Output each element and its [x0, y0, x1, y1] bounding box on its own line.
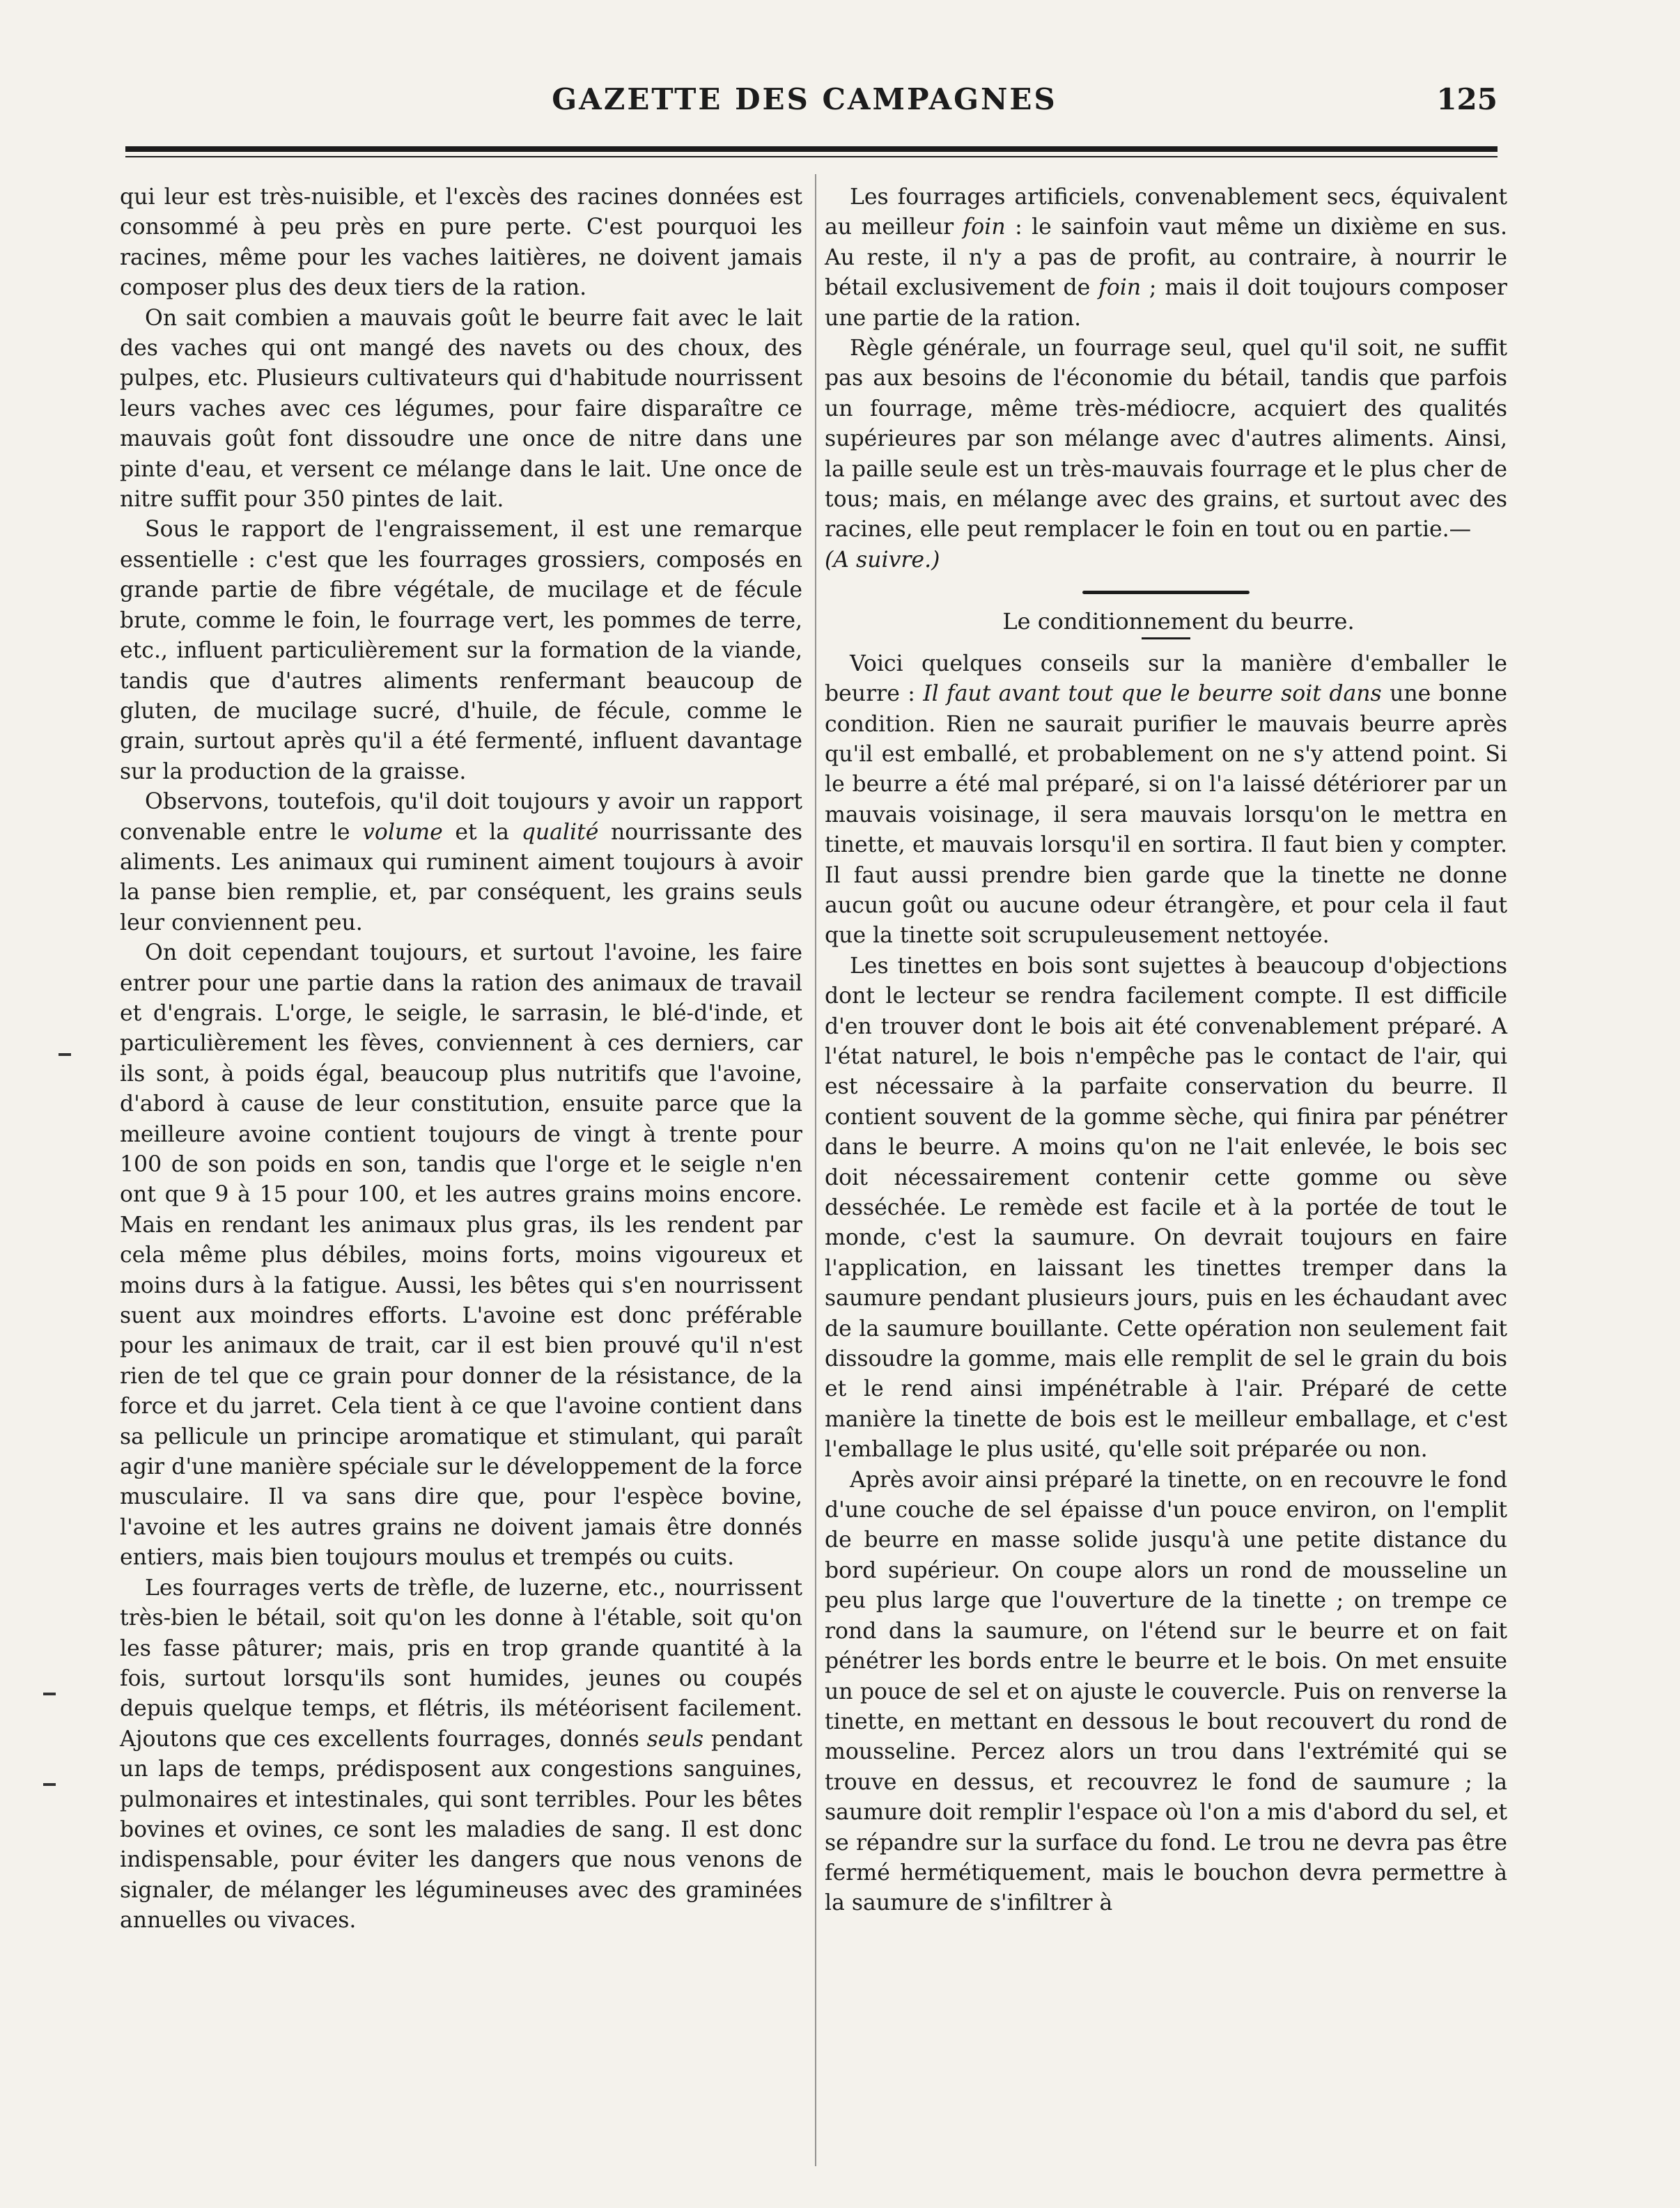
right-column: [825, 182, 1507, 1919]
text-run: Règle générale, un fourrage seul, quel qu'il soit, ne suffit pas aux besoins de l'économie du bétail, tandis que parfois un fourrage, même très-médiocre, acquiert des qualités supérieures par son mélange avec d'autres aliments. Ainsi, la paille seule est un très-mauvais fourrage et le plus cher de tous; mais, en mélange avec des grains, et surtout avec des racines, elle peut remplacer le foin en tout ou en partie.—: [825, 336, 1507, 543]
page-header: [111, 82, 1498, 131]
italic-word: seuls: [646, 1726, 704, 1752]
italic-word: foin: [963, 215, 1006, 240]
paragraph: On sait combien a mauvais goût le beurre fait avec le lait des vaches qui ont mangé des navets ou des choux, des pulpes, etc. Plusieurs cultivateurs qui d'habitude nourrissent leurs vaches avec ces légumes, pour faire disparaître ce mauvais goût font dissoudre une once de nitre dans une pinte d'eau, et versent ce mélange dans le lait. Une once de nitre suffit pour 350 pintes de lait.: [120, 305, 802, 513]
column-separator: [815, 174, 816, 2166]
italic-word: foin: [1098, 275, 1142, 301]
paragraph: Sous le rapport de l'engraissement, il est une remarque essentielle : c'est que les fourrages grossiers, composés en grande partie de fibre végétale, de mucilage et de fécule brute, comme le foin, le fourrage vert, les pommes de terre, etc., influent particulièrement sur la formation de la viande, tandis que d'autres aliments renfermant beaucoup de gluten, de mucilage sucré, d'huile, de fécule, comme le grain, surtout après qu'il a été fermenté, influent davantage sur la production de la graisse.: [120, 517, 802, 784]
header-rule-thin: [125, 156, 1498, 157]
paragraph: [120, 787, 802, 938]
margin-mark: [59, 1053, 71, 1056]
text-run: Les fourrages artificiels, convenablement secs, équivalent au meilleur: [825, 185, 1507, 240]
paragraph: [825, 182, 1507, 334]
left-column: [120, 182, 802, 1936]
publication-title: GAZETTE DES CAMPAGNES: [552, 82, 1057, 116]
text-run: pendant un laps de temps, prédisposent aux congestions sanguines, pulmonaires et intestinales, qui sont terribles. Pour les bêtes bovines et ovines, ce sont les maladies de sang. Il est donc indispensable, pour éviter les dangers que nous venons de signaler, de mélanger les légumineuses avec des graminées annuelles ou vivaces.: [120, 1726, 803, 1934]
italic-word: qualité: [521, 819, 599, 845]
paragraph: Après avoir ainsi préparé la tinette, on en recouvre le fond d'une couche de sel épaisse d'un pouce environ, on l'emplit de beurre en masse solide jusqu'à une petite distance du bord supérieur. On coupe alors un rond de mousseline un peu plus large que l'ouverture de la tinette ; on trempe ce rond dans la saumure, on l'étend sur le beurre et on fait pénétrer les bords entre le beurre et le bois. On met ensuite un pouce de sel et on ajuste le couvercle. Puis on renverse la tinette, en mettant en dessous le bout recouvert du rond de mousseline. Percez alors un trou dans l'extrémité qui se trouve en dessus, et recouvrez le fond de saumure ; la saumure doit remplir l'espace où l'on a mis d'abord du sel, et se répandre sur la surface du fond. Le trou ne devra pas être fermé hermétiquement, mais le bouchon devra permettre à la saumure de s'infiltrer à: [825, 1467, 1507, 1916]
margin-mark: [43, 1693, 56, 1695]
text-run: Observons, toutefois, qu'il doit toujours y avoir un rapport convenable entre le: [120, 789, 802, 845]
text-run: et la: [442, 819, 522, 845]
margin-mark: [43, 1783, 56, 1786]
italic-word: volume: [362, 819, 443, 845]
text-run: nourrissante des aliments. Les animaux qui ruminent aiment toujours à avoir la panse bien remplie, et, par conséquent, les grains seuls leur conviennent peu.: [120, 819, 802, 935]
paragraph: On doit cependant toujours, et surtout l'avoine, les faire entrer pour une partie dans la ration des animaux de travail et d'engrais. L'orge, le seigle, le sarrasin, le blé-d'inde, et particulièrement les fèves, conviennent à ces derniers, car ils sont, à poids égal, beaucoup plus nutritifs que l'avoine, d'abord à cause de leur constitution, ensuite parce que la meilleure avoine contient toujours de vingt à trente pour 100 de son poids en son, tandis que l'orge et le seigle n'en ont que 9 à 15 pour 100, et les autres grains moins encore. Mais en rendant les animaux plus gras, ils les rendent par cela même plus débiles, moins forts, moins vigoureux et moins durs à la fatigue. Aussi, les bêtes qui s'en nourrissent suent aux moindres efforts. L'avoine est donc préférable pour les animaux de trait, car il est bien prouvé qu'il n'est rien de tel que ce grain pour donner de la résistance, de la force et du jarret. Cela tient à ce que l'avoine contient dans sa pellicule un principe aromatique et stimulant, qui paraît agir d'une manière spéciale sur le développement de la force musculaire. Il va sans dire que, pour l'espèce bovine, l'avoine et les autres grains ne doivent jamais être donnés entiers, mais bien toujours moulus et trempés ou cuits.: [120, 940, 802, 1571]
text-run: Les fourrages verts de trèfle, de luzerne, etc., nourrissent très-bien le bétail, soit qu'on les donne à l'étable, soit qu'on les fasse pâturer; mais, pris en trop grande quantité à la fois, surtout lorsqu'ils sont humides, jeunes ou coupés depuis quelque temps, et flétris, ils météorisent facilement. Ajoutons que ces excellents fourrages, donnés: [120, 1575, 802, 1752]
paragraph: [120, 1573, 802, 1936]
section-separator: [1082, 591, 1250, 594]
text-run: : le sainfoin vaut même un dixième en sus. Au reste, il n'y a pas de profit, au contraire, à nourrir le bétail exclusivement de: [825, 215, 1507, 301]
text-run: une bonne condition. Rien ne saurait purifier le mauvais beurre après qu'il est emballé, et probablement on ne s'y attend point. Si le beurre a été mal préparé, si on l'a laissé détériorer par un mauvais voisinage, il sera mauvais lorsqu'on le mettra en tinette, et mauvais lorsqu'il en sortira. Il faut bien y compter. Il faut aussi prendre bien garde que la tinette ne donne aucun goût ou aucune odeur étrangère, et pour cela il faut que la tinette soit scrupuleusement nettoyée.: [825, 681, 1508, 949]
section-title: Le conditionnement du beurre.: [1002, 608, 1355, 635]
header-rule-thick: [125, 146, 1498, 152]
title-underline: [1142, 637, 1190, 639]
paragraph: Les tinettes en bois sont sujettes à beaucoup d'objections dont le lecteur se rendra facilement compte. Il est difficile d'en trouver dont le bois ait été convenablement préparé. A l'état naturel, le bois n'empêche pas le contact de l'air, qui est nécessaire à la parfaite conservation du beurre. Il contient souvent de la gomme sèche, qui finira par pénétrer dans le beurre. A moins qu'on ne l'ait enlevée, le bois sec doit nécessairement contenir cette gomme ou sève desséchée. Le remède est facile et à la portée de tout le monde, c'est la saumure. On devrait toujours en faire l'application, en laissant les tinettes tremper dans la saumure pendant plusieurs jours, puis en les échaudant avec de la saumure bouillante. Cette opération non seulement fait dissoudre la gomme, mais elle remplit de sel le grain du bois et le rend ainsi impénétrable à l'air. Préparé de cette manière la tinette de bois est le meilleur emballage, et c'est l'emballage le plus usité, qu'elle soit préparée ou non.: [825, 953, 1507, 1463]
italic-phrase: Il faut avant tout que le beurre soit dans: [923, 681, 1382, 707]
text-run: Voici quelques conseils sur la manière d'emballer le beurre :: [825, 651, 1507, 707]
paragraph: [825, 649, 1507, 951]
page-number: 125: [1436, 82, 1498, 116]
paragraph: [825, 334, 1507, 575]
paragraph: qui leur est très-nuisible, et l'excès des racines données est consommé à peu près en pure perte. C'est pourquoi les racines, même pour les vaches laitières, ne doivent jamais composer plus des deux tiers de la ration.: [120, 185, 802, 301]
to-be-continued-note: (A suivre.): [825, 547, 940, 573]
text-run: ; mais il doit toujours composer une partie de la ration.: [825, 275, 1507, 331]
